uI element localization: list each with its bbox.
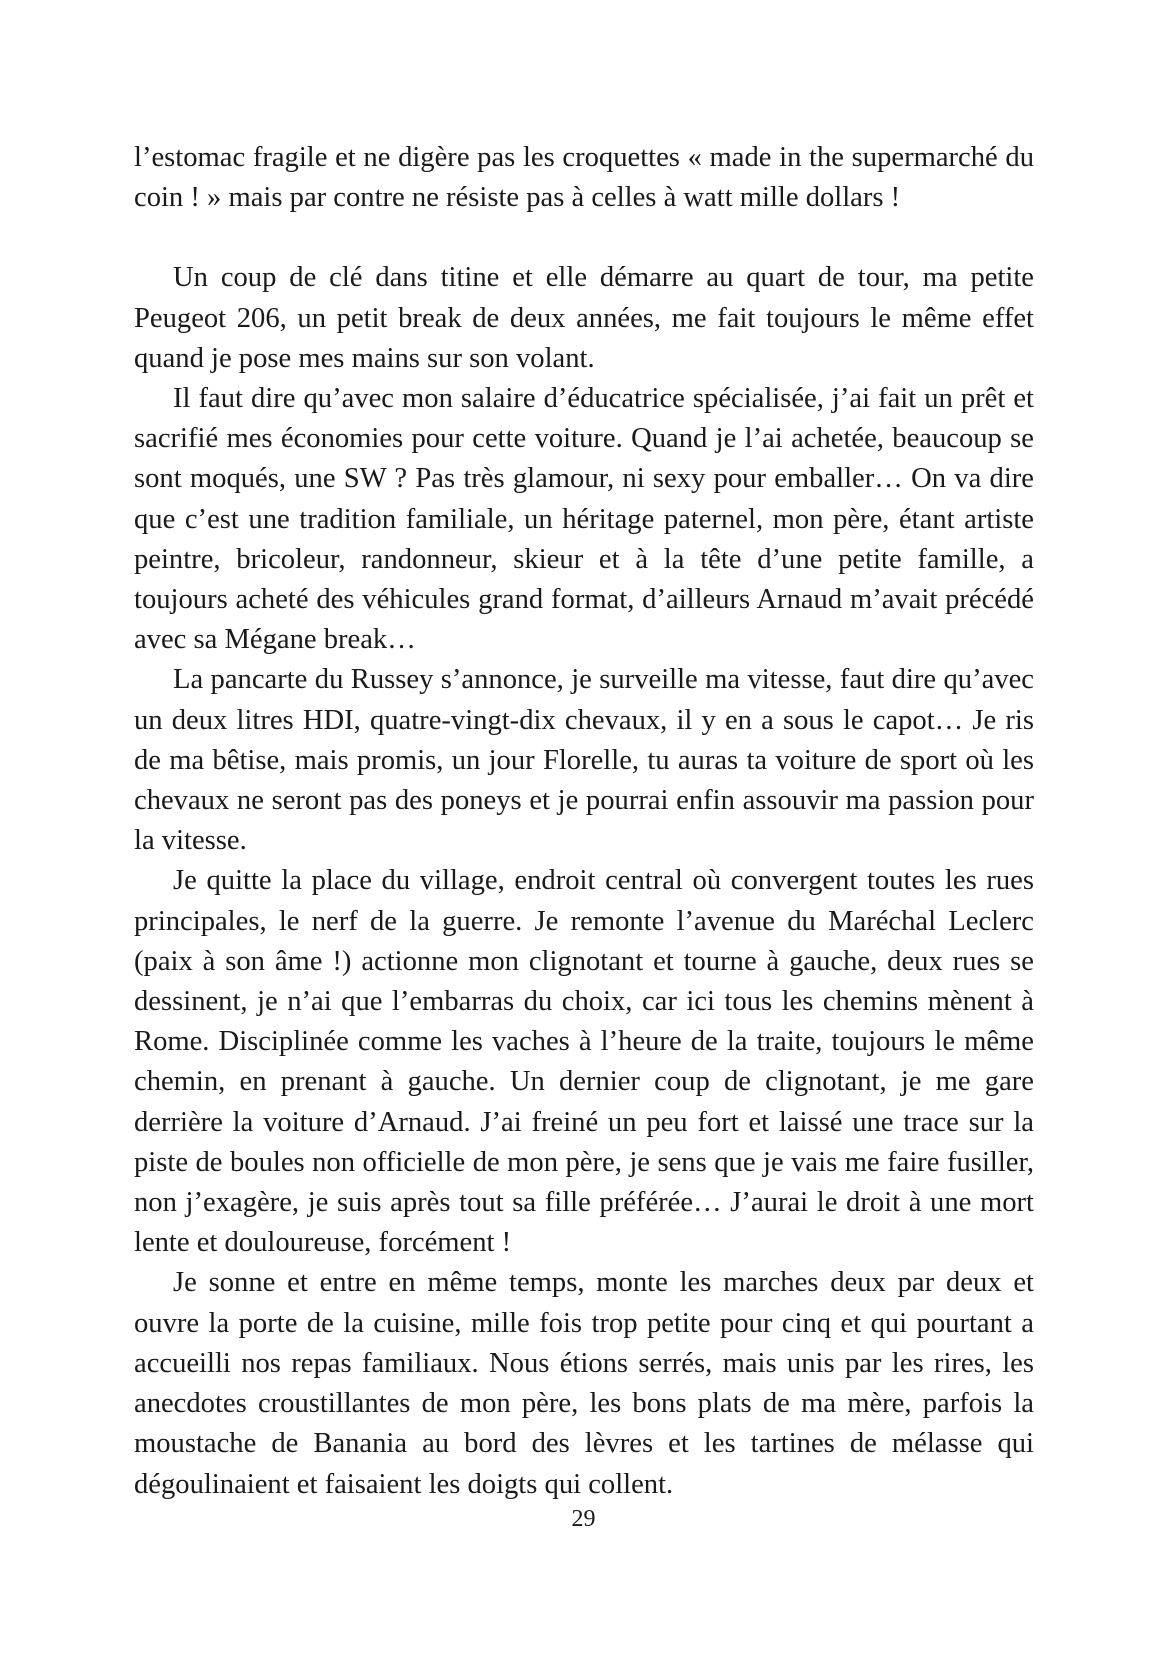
paragraph: Je quitte la place du village, endroit central où convergent toutes les rues principales, le nerf de la guerre. Je remonte l’avenue du Maréchal Leclerc (paix à son âme !) actionne mon clignotant et tourne à gauche, deux rues se dessinent, je n’ai que l’embarras du choix, car ici tous les chemins mènent à Rome. Disciplinée comme les vaches à l’heure de la traite, toujours le même chemin, en prenant à gauche. Un dernier coup de clignotant, je me gare derrière la voiture d’Arnaud. J’ai freiné un peu fort et laissé une trace sur la piste de boules non officielle de mon père, je sens que je vais me faire fusiller, non j’exagère, je suis après tout sa fille préférée… J’aurai le droit à une mort lente et douloureuse, forcément ! [134,865,1034,1259]
paragraph: La pancarte du Russey s’annonce, je surveille ma vitesse, faut dire qu’avec un deux litres HDI, quatre-vingt-dix chevaux, il y en a sous le capot… Je ris de ma bêtise, mais promis, un jour Florelle, tu auras ta voiture de sport où les chevaux ne seront pas des poneys et je pourrai enfin assouvir ma passion pour la vitesse. [134,664,1034,857]
paragraph-continued: l’estomac fragile et ne digère pas les croquettes « made in the supermarché du coin ! » mais par contre ne résiste pas à celles à watt mille dollars ! [134,142,1034,214]
body-text [134,138,1034,1505]
paragraph: Un coup de clé dans titine et elle démarre au quart de tour, ma petite Peugeot 206, un petit break de deux années, me fait toujours le même effet quand je pose mes mains sur son volant. [134,262,1034,374]
paragraph: Il faut dire qu’avec mon salaire d’éducatrice spécialisée, j’ai fait un prêt et sacrifié mes économies pour cette voiture. Quand je l’ai achetée, beaucoup se sont moqués, une SW ? Pas très glamour, ni sexy pour emballer… On va dire que c’est une tradition familiale, un héritage paternel, mon père, étant artiste peintre, bricoleur, randonneur, skieur et à la tête d’une petite famille, a toujours acheté des véhicules grand format, d’ailleurs Arnaud m’avait précédé avec sa Mégane break… [134,383,1034,656]
paragraph: Je sonne et entre en même temps, monte les marches deux par deux et ouvre la porte de la cuisine, mille fois trop petite pour cinq et qui pourtant a accueilli nos repas familiaux. Nous étions serrés, mais unis par les rires, les anecdotes croustillantes de mon père, les bons plats de ma mère, parfois la moustache de Banania au bord des lèvres et les tartines de mélasse qui dégoulinaient et faisaient les doigts qui collent. [134,1267,1034,1500]
page-number: 29 [571,1506,596,1532]
